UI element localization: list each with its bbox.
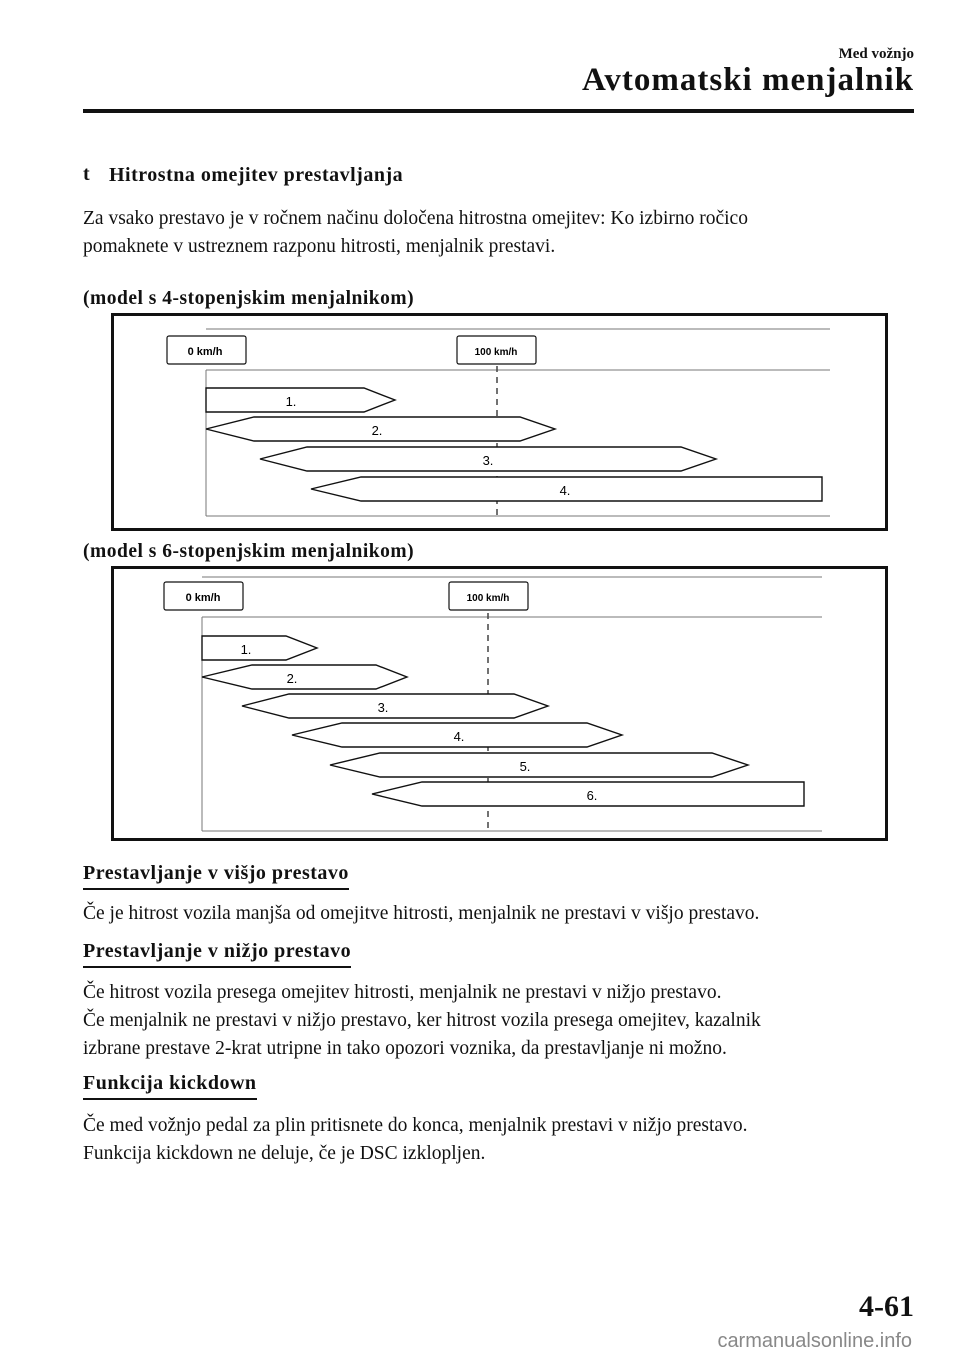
upshift-heading: Prestavljanje v višjo prestavo xyxy=(83,862,349,890)
intro-line: pomaknete v ustreznem razponu hitrosti, menjalnik prestavi. xyxy=(83,236,556,257)
gear-4-label: 4. xyxy=(453,729,465,744)
gear-2-label: 2. xyxy=(286,671,298,686)
shift-diagram-4-speed xyxy=(111,313,888,531)
gear-1-label: 1. xyxy=(285,394,297,409)
gear-1-range xyxy=(206,388,395,412)
gear-3-range xyxy=(242,694,548,718)
gear-6-label: 6. xyxy=(586,788,598,803)
downshift-heading: Prestavljanje v nižjo prestavo xyxy=(83,940,351,968)
kickdown-line: Funkcija kickdown ne deluje, če je DSC izklopljen. xyxy=(83,1143,486,1164)
gear-2-label: 2. xyxy=(371,423,383,438)
shift-diagram-6-speed xyxy=(111,566,888,841)
diagram6-svg xyxy=(114,569,885,838)
model-4-label: (model s 4-stopenjskim menjalnikom) xyxy=(83,288,415,309)
downshift-line: Če menjalnik ne prestavi v nižjo prestavo, ker hitrost vozila presega omejitev, kazalnik xyxy=(83,1010,761,1031)
kickdown-line: Če med vožnjo pedal za plin pritisnete do konca, menjalnik prestavi v nižjo prestavo. xyxy=(83,1115,748,1136)
gear-5-range xyxy=(330,753,748,777)
watermark: carmanualsonline.info xyxy=(717,1330,912,1352)
speed-mark-label: 100 km/h xyxy=(474,347,518,358)
kickdown-heading: Funkcija kickdown xyxy=(83,1072,257,1100)
gear-2-range xyxy=(202,665,407,689)
gear-3-label: 3. xyxy=(377,700,389,715)
upshift-text: Če je hitrost vozila manjša od omejitve hitrosti, menjalnik ne prestavi v višjo prestavo. xyxy=(83,903,760,924)
gear-3-label: 3. xyxy=(482,453,494,468)
downshift-paragraph xyxy=(83,979,883,1063)
diagram4-svg xyxy=(114,316,885,528)
downshift-line: Če hitrost vozila presega omejitev hitrosti, menjalnik ne prestavi v nižjo prestavo. xyxy=(83,982,722,1003)
intro-paragraph xyxy=(83,205,883,261)
model-6-label: (model s 6-stopenjskim menjalnikom) xyxy=(83,541,415,562)
speed-start-label: 0 km/h xyxy=(185,592,221,604)
header-section: Med vožnjo xyxy=(838,46,914,62)
page-number: 4-61 xyxy=(859,1290,914,1323)
speed-start-label: 0 km/h xyxy=(187,346,223,358)
section-bullet-icon: t xyxy=(83,163,90,185)
gear-1-label: 1. xyxy=(240,642,252,657)
downshift-line: izbrane prestave 2-krat utripne in tako opozori voznika, da prestavljanje ni možno. xyxy=(83,1038,727,1059)
gear-1-range xyxy=(202,636,317,660)
intro-line: Za vsako prestavo je v ročnem načinu določena hitrostna omejitev: Ko izbirno ročico xyxy=(83,208,748,229)
header-chapter: Avtomatski menjalnik xyxy=(582,62,914,98)
speed-mark-label: 100 km/h xyxy=(466,593,510,604)
kickdown-paragraph xyxy=(83,1112,883,1168)
section-title: Hitrostna omejitev prestavljanja xyxy=(109,164,404,186)
header-rule xyxy=(83,109,914,113)
gear-5-label: 5. xyxy=(519,759,531,774)
gear-4-label: 4. xyxy=(559,483,571,498)
